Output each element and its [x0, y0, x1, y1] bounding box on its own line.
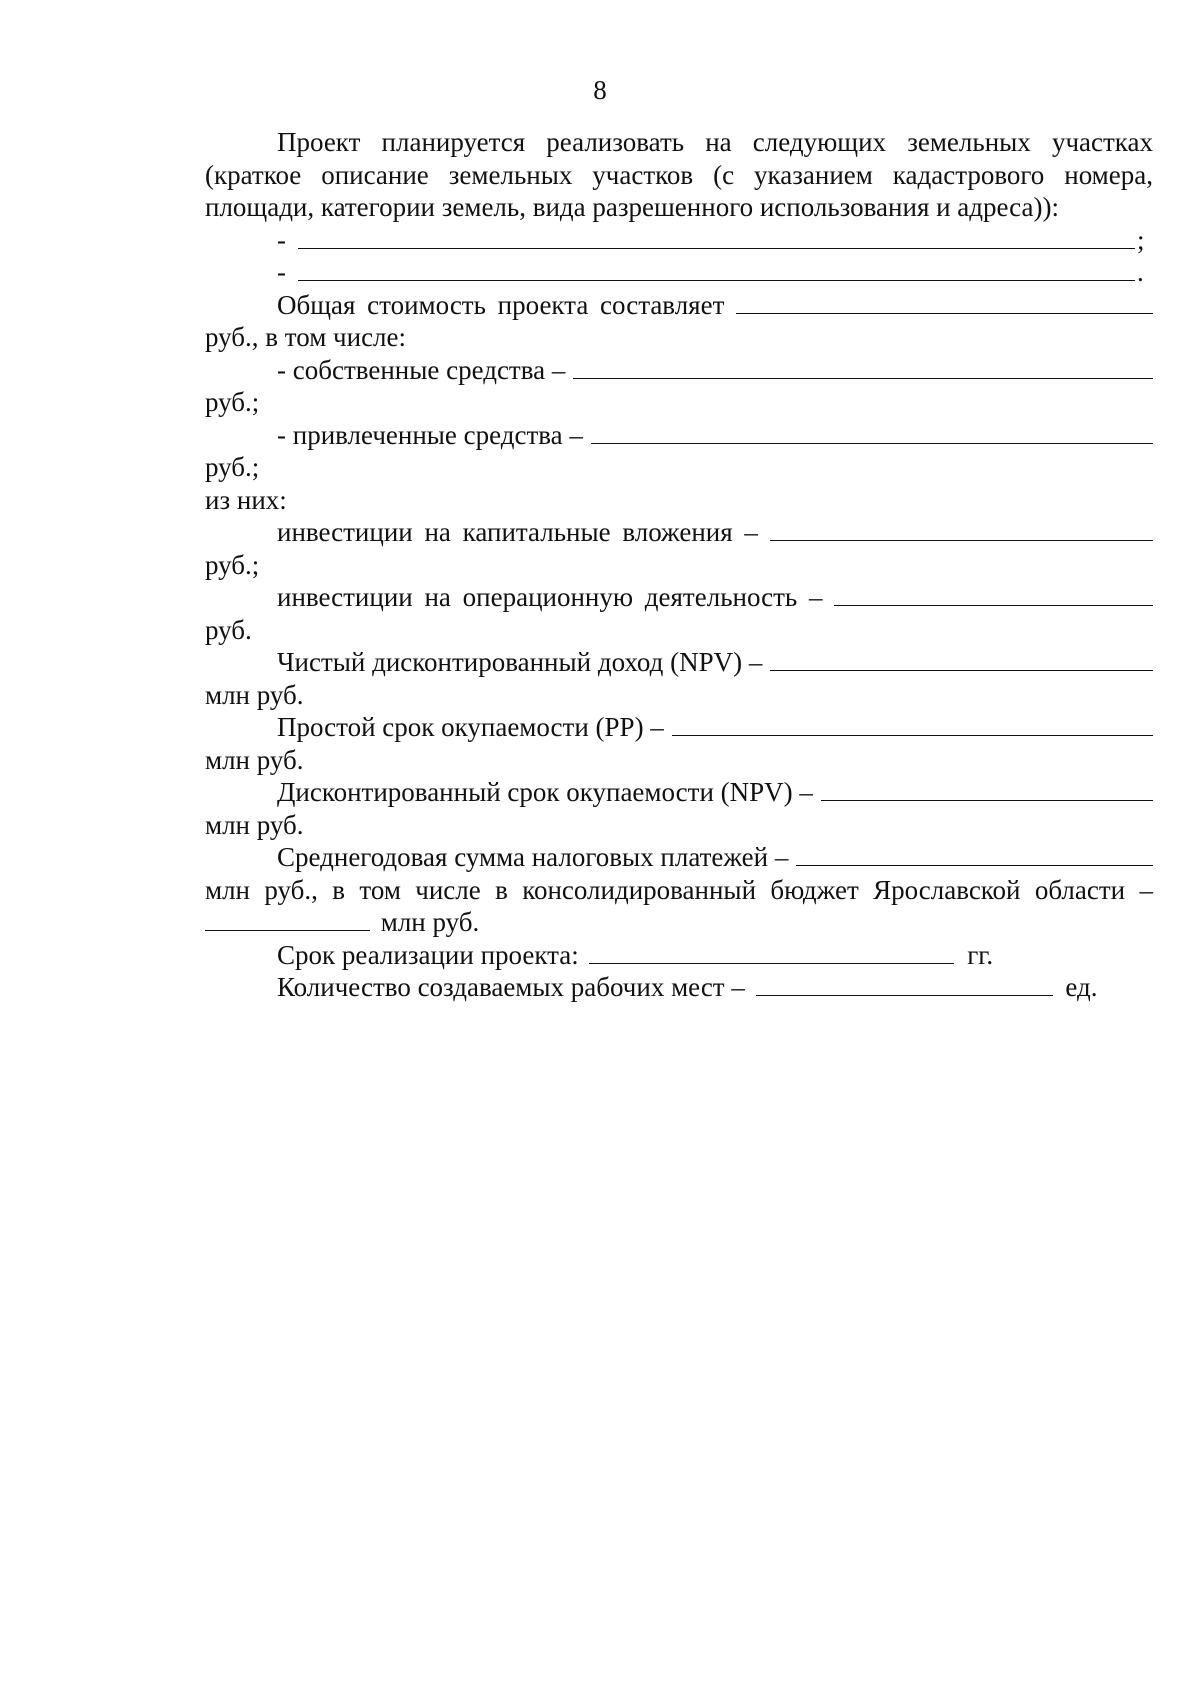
tax-payments-row: [205, 841, 1153, 874]
payback-discounted-row: [205, 776, 1153, 809]
payback-discounted-field[interactable]: [821, 777, 1153, 801]
borrowed-funds-unit: руб.;: [205, 452, 260, 482]
tax-budget-field[interactable]: [205, 907, 370, 931]
implementation-period-field[interactable]: [589, 940, 954, 964]
total-cost-row: [205, 289, 1153, 322]
borrowed-funds-field[interactable]: [591, 420, 1153, 444]
own-funds-label: - собственные средства –: [277, 354, 566, 385]
intro-line-3: площади, категории земель, вида разрешенного использования и адреса)):: [205, 192, 1059, 222]
operational-investments-label: инвестиции на операционную деятельность –: [277, 582, 823, 612]
total-cost-unit: руб., в том числе:: [205, 322, 407, 352]
npv-row: [205, 646, 1153, 679]
implementation-period-label: Срок реализации проекта:: [277, 939, 579, 970]
npv-unit: млн руб.: [205, 679, 304, 710]
operational-investments-field[interactable]: [834, 582, 1153, 606]
jobs-unit: ед.: [1065, 972, 1098, 1002]
plot-marker: -: [277, 224, 286, 255]
own-funds-row: [205, 354, 1153, 387]
tax-payments-line-2: млн руб., в том числе в консолидированный бюджет Ярославской области –: [205, 874, 1153, 905]
capital-investments-label: инвестиции на капитальные вложения –: [277, 517, 758, 547]
npv-field[interactable]: [770, 647, 1153, 671]
plot-row-1: [205, 224, 1153, 257]
operational-investments-row: [205, 581, 1153, 614]
plot-end-mark: .: [1137, 257, 1144, 287]
payback-discounted-unit: млн руб.: [205, 809, 304, 840]
borrowed-funds-label: - привлеченные средства –: [277, 419, 583, 450]
of-which-label: из них:: [205, 484, 287, 515]
capital-investments-unit: руб.;: [205, 549, 260, 580]
operational-investments-unit: руб.: [205, 614, 252, 645]
tax-payments-field[interactable]: [796, 842, 1153, 866]
jobs-field[interactable]: [756, 972, 1053, 996]
intro-line-2: (краткое описание земельных участков (с указанием кадастрового номера,: [205, 159, 1153, 190]
implementation-period-unit: гг.: [967, 939, 994, 970]
implementation-period-row: [205, 939, 1153, 972]
jobs-label: Количество создаваемых рабочих мест –: [277, 972, 745, 1002]
payback-simple-row: [205, 711, 1153, 744]
capital-investments-row: [205, 516, 1153, 549]
payback-discounted-label: Дисконтированный срок окупаемости (NPV) –: [277, 777, 813, 807]
page-number: 8: [593, 75, 607, 105]
payback-simple-unit: млн руб.: [205, 744, 304, 775]
borrowed-funds-row: [205, 419, 1153, 452]
tax-payments-label: Среднегодовая сумма налоговых платежей –: [277, 842, 789, 872]
capital-investments-field[interactable]: [770, 517, 1153, 541]
jobs-row: [205, 971, 1153, 1004]
total-cost-label: Общая стоимость проекта составляет: [277, 289, 725, 320]
plot-2-field[interactable]: [298, 257, 1135, 281]
plot-marker: -: [277, 257, 286, 287]
document-body: [205, 126, 1153, 1004]
total-cost-field[interactable]: [736, 290, 1153, 314]
intro-line-1: Проект планируется реализовать на следующих земельных участках: [277, 127, 1153, 157]
payback-simple-field[interactable]: [672, 712, 1153, 736]
plot-row-2: [205, 256, 1153, 289]
tax-budget-row: [205, 906, 1153, 939]
plot-1-field[interactable]: [298, 225, 1135, 249]
own-funds-field[interactable]: [573, 355, 1153, 379]
npv-label: Чистый дисконтированный доход (NPV) –: [277, 647, 763, 677]
tax-budget-unit: млн руб.: [380, 907, 480, 937]
plot-end-mark: ;: [1137, 224, 1145, 255]
own-funds-unit: руб.;: [205, 387, 260, 417]
payback-simple-label: Простой срок окупаемости (PP) –: [277, 712, 664, 742]
